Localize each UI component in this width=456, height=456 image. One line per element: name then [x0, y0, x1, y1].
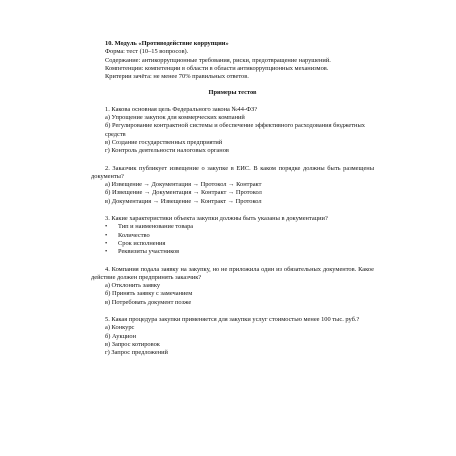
answer-option: г) Контроль деятельности налоговых органов	[105, 147, 229, 155]
answer-option: а) Конкурс	[105, 324, 135, 332]
answer-option: а) Отклонить заявку	[105, 282, 161, 290]
module-form: Форма: тест (10–15 вопросов).	[105, 48, 189, 56]
bullet-item: • Тип и наименование товара	[105, 223, 374, 231]
module-criteria: Критерии зачёта: не менее 70% правильных ответов.	[105, 73, 249, 81]
answer-option: в) Запрос котировок	[105, 340, 160, 348]
document-page	[91, 40, 374, 358]
module-competencies: Компетенции: компетенции в области в области антикоррупционных механизмов.	[105, 64, 329, 72]
examples-title: Примеры тестов	[208, 89, 257, 97]
module-title: 10. Модуль «Противодействие коррупции»	[105, 40, 229, 47]
question	[91, 215, 374, 256]
answer-option: в) Потребовать документ позже	[105, 298, 192, 306]
module-content: Содержание: антикоррупционные требования, риски, предотвращение нарушений.	[105, 56, 331, 64]
question	[91, 266, 374, 307]
bullet-list	[91, 223, 374, 256]
bullet-item: • Срок исполнения	[105, 240, 374, 248]
answer-option: б) Аукцион	[105, 332, 137, 340]
answer-option: в) Документация → Извещение → Контракт → Протокол	[105, 197, 262, 205]
answer-option: а) Упрощение закупок для коммерческих компаний	[105, 114, 245, 122]
answer-option: а) Извещение → Документация → Протокол → Контракт	[105, 181, 262, 189]
question	[91, 165, 374, 206]
questions-list	[91, 106, 374, 358]
answer-option: б) Извещение → Документация → Контракт → Протокол	[105, 189, 262, 197]
question-text: 1. Какова основная цель Федерального закона №44-ФЗ?	[105, 105, 258, 113]
question	[91, 316, 374, 357]
question-text: 3. Какие характеристики объекта закупки должны быть указаны в документации?	[105, 215, 328, 223]
question-text: 4. Компания подала заявку на закупку, но не приложила один из обязательных документов. Какое действие должен предпринять заказчик?	[91, 265, 374, 281]
bullet-item: • Реквизиты участников	[105, 248, 374, 256]
answer-option: б) Регулирование контрактной системы и обеспечение эффективного расходования бюджетных средств	[105, 122, 365, 138]
answer-option: г) Запрос предложений	[105, 349, 168, 357]
answer-option: в) Создание государственных предприятий	[105, 138, 223, 146]
answer-option: б) Принять заявку с замечанием	[105, 290, 193, 298]
question-text: 5. Какая процедура закупки применяется для закупки услуг стоимостью менее 100 тыс. руб.?	[105, 316, 360, 324]
question-text: 2. Заказчик публикует извещение о закупке в ЕИС. В каком порядке должны быть размещены документы?	[91, 164, 374, 180]
question	[91, 106, 374, 156]
bullet-item: • Количество	[105, 232, 374, 240]
